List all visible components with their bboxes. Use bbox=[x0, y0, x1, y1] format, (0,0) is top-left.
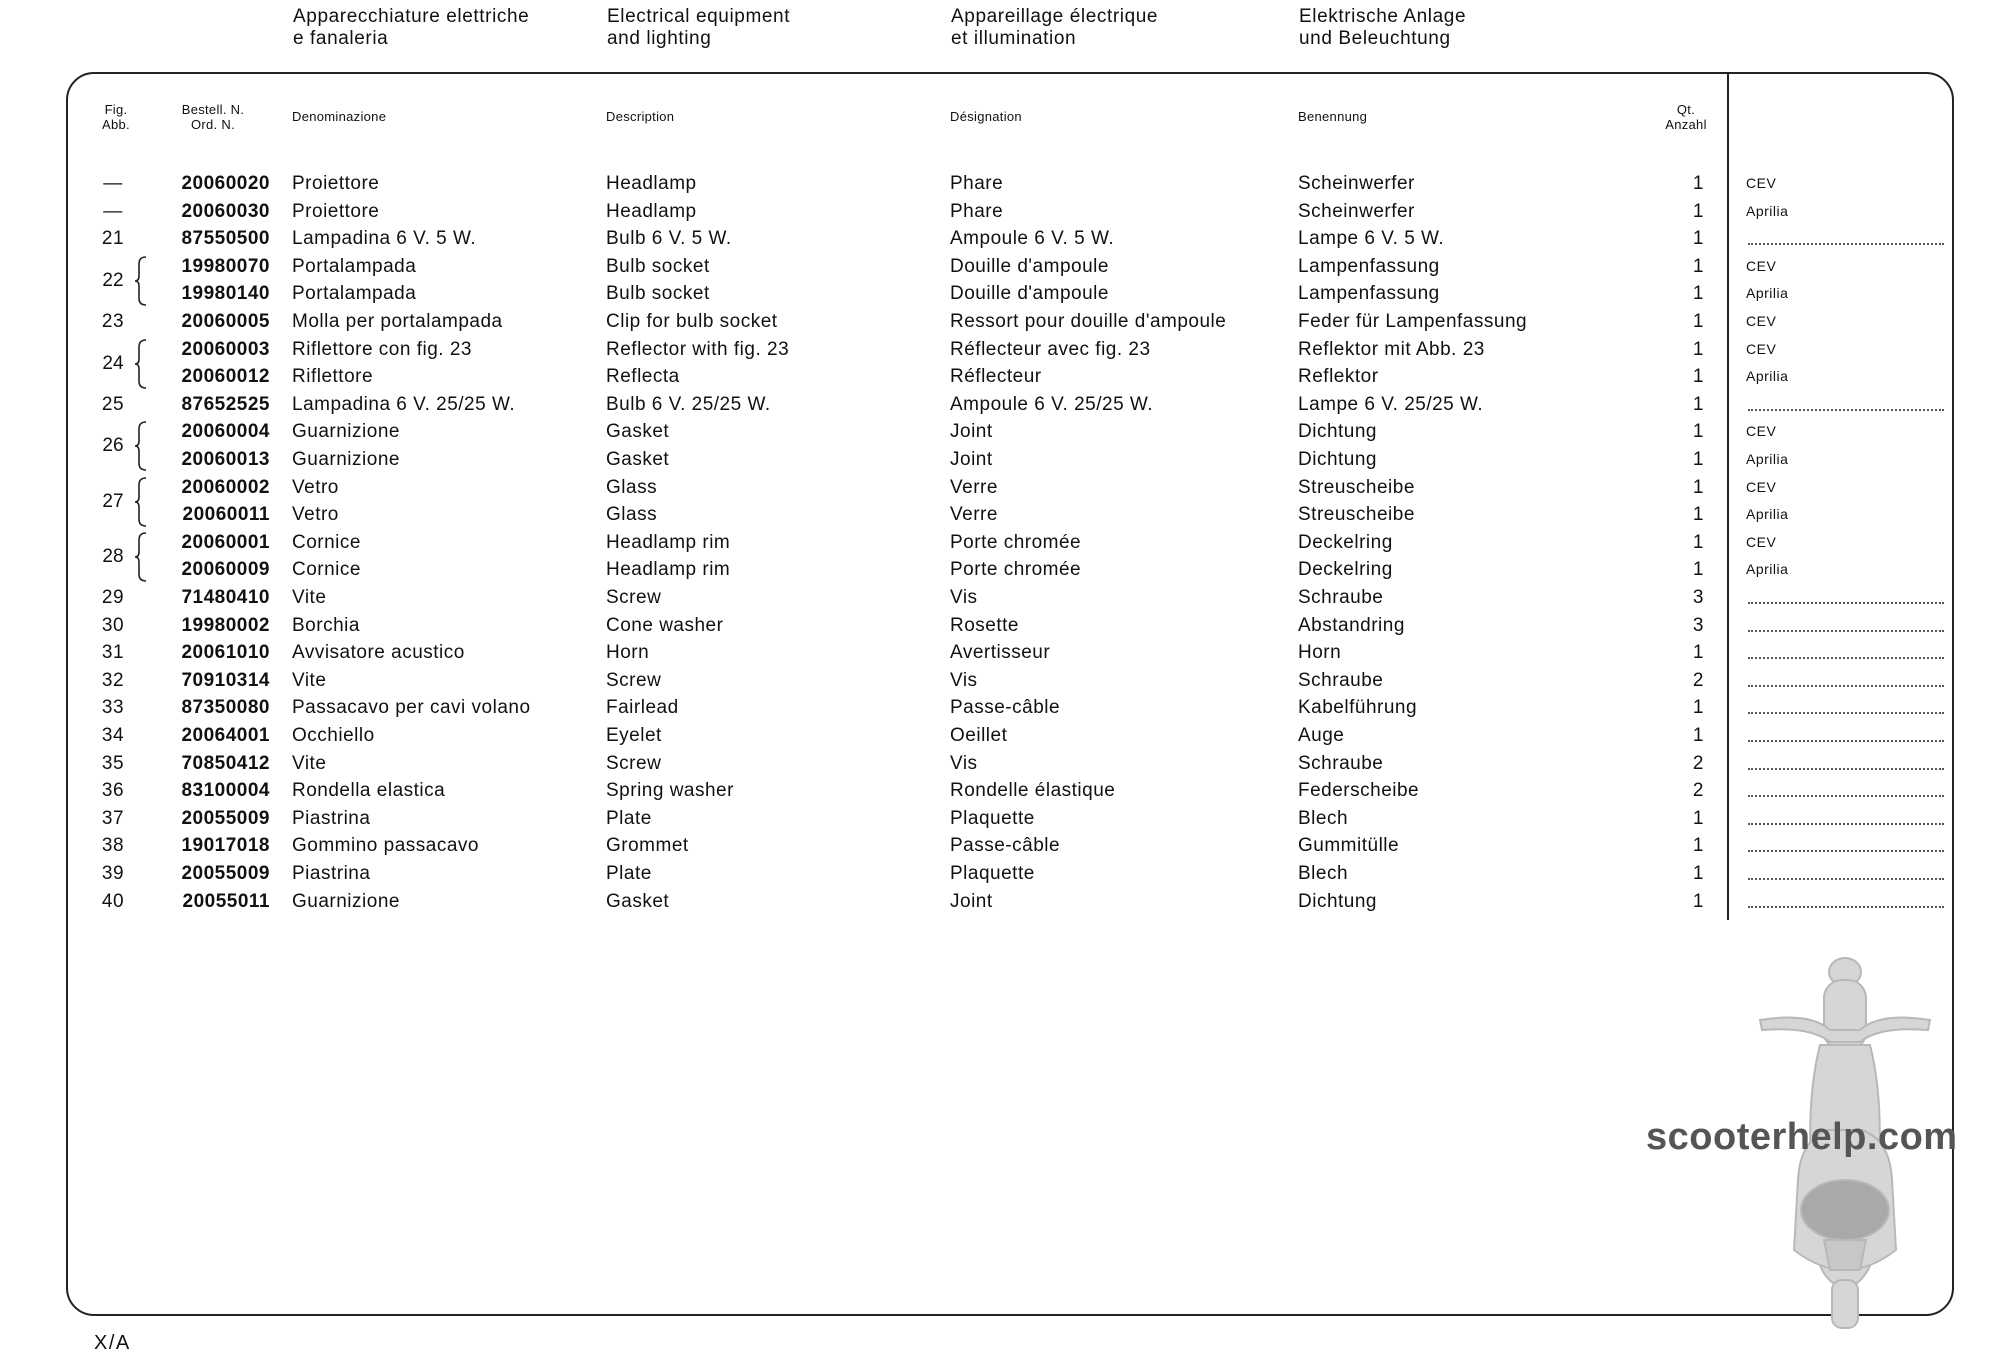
header-english: Description bbox=[606, 109, 675, 124]
description-german: Schraube bbox=[1298, 587, 1384, 608]
description-italian: Guarnizione bbox=[292, 890, 400, 912]
order-number: 70910314 bbox=[181, 669, 270, 691]
order-number: 20060004 bbox=[181, 421, 270, 443]
description-german: Lampe 6 V. 5 W. bbox=[1298, 228, 1445, 250]
fig-number: 29 bbox=[101, 587, 125, 608]
manufacturer-note: Aprilia bbox=[1746, 368, 1789, 385]
description-italian: Piastrina bbox=[292, 807, 371, 829]
table-row bbox=[0, 612, 2000, 640]
description-italian: Portalampada bbox=[292, 255, 417, 277]
description-german: Horn bbox=[1298, 642, 1342, 664]
quantity: 1 bbox=[1692, 338, 1704, 360]
order-number: 83100004 bbox=[181, 780, 270, 802]
fig-group-number: 28 bbox=[102, 545, 124, 567]
order-number: 20060020 bbox=[181, 173, 270, 194]
order-number: 20060030 bbox=[181, 200, 270, 222]
table-row bbox=[0, 170, 2000, 198]
brace-icon bbox=[134, 476, 148, 528]
description-italian: Lampadina 6 V. 5 W. bbox=[292, 228, 477, 250]
quantity: 1 bbox=[1692, 393, 1704, 415]
description-german: Scheinwerfer bbox=[1298, 173, 1415, 194]
quantity: 1 bbox=[1692, 642, 1704, 664]
manufacturer-note: CEV bbox=[1746, 257, 1777, 274]
dotted-leader bbox=[1748, 740, 1944, 742]
dotted-leader bbox=[1748, 712, 1944, 714]
description-english: Glass bbox=[606, 476, 658, 498]
description-italian: Guarnizione bbox=[292, 449, 400, 470]
description-italian: Riflettore bbox=[292, 366, 374, 388]
description-english: Headlamp bbox=[606, 200, 697, 222]
fig-number: 35 bbox=[101, 752, 125, 774]
fig-number: 34 bbox=[101, 725, 125, 746]
order-number: 20060012 bbox=[181, 366, 270, 388]
table-row bbox=[0, 253, 2000, 281]
order-number: 19980140 bbox=[181, 283, 270, 305]
dotted-leader bbox=[1748, 906, 1944, 908]
description-italian: Proiettore bbox=[292, 200, 380, 222]
table-row bbox=[0, 777, 2000, 805]
dotted-leader bbox=[1748, 243, 1944, 245]
description-english: Clip for bulb socket bbox=[606, 311, 778, 332]
description-german: Reflektor mit Abb. 23 bbox=[1298, 338, 1485, 360]
dotted-leader bbox=[1748, 602, 1944, 604]
description-english: Spring washer bbox=[606, 780, 734, 802]
description-italian: Piastrina bbox=[292, 863, 371, 884]
order-number: 20060003 bbox=[181, 338, 270, 360]
header-fig: Fig. Abb. bbox=[102, 102, 130, 132]
description-english: Bulb 6 V. 25/25 W. bbox=[606, 393, 771, 415]
description-english: Screw bbox=[606, 587, 662, 608]
header-french: Désignation bbox=[950, 109, 1022, 124]
quantity: 1 bbox=[1692, 255, 1704, 277]
description-german: Auge bbox=[1298, 725, 1345, 746]
order-number: 70850412 bbox=[181, 752, 270, 774]
manufacturer-note: CEV bbox=[1746, 423, 1777, 440]
description-french: Vis bbox=[950, 752, 978, 774]
table-row bbox=[0, 584, 2000, 612]
fig-number: 21 bbox=[101, 228, 125, 250]
header-ord: Bestell. N. Ord. N. bbox=[181, 102, 245, 132]
manufacturer-note: Aprilia bbox=[1746, 451, 1789, 467]
description-english: Plate bbox=[606, 863, 652, 884]
table-row bbox=[0, 446, 2000, 474]
description-french: Passe-câble bbox=[950, 697, 1061, 719]
description-english: Reflecta bbox=[606, 366, 680, 388]
manufacturer-note: CEV bbox=[1746, 533, 1777, 550]
description-english: Headlamp rim bbox=[606, 531, 731, 553]
order-number: 20055011 bbox=[182, 890, 270, 912]
table-row bbox=[0, 750, 2000, 778]
description-italian: Vetro bbox=[292, 476, 339, 498]
quantity: 1 bbox=[1692, 531, 1704, 553]
description-french: Verre bbox=[950, 504, 998, 526]
description-french: Joint bbox=[950, 890, 993, 912]
quantity: 1 bbox=[1692, 807, 1704, 829]
description-german: Lampenfassung bbox=[1298, 283, 1440, 305]
manufacturer-note: CEV bbox=[1746, 175, 1777, 191]
quantity: 1 bbox=[1692, 890, 1704, 912]
description-french: Réflecteur avec fig. 23 bbox=[950, 338, 1151, 360]
description-french: Oeillet bbox=[950, 725, 1008, 746]
table-row bbox=[0, 722, 2000, 750]
description-french: Porte chromée bbox=[950, 559, 1082, 581]
brace-icon bbox=[134, 531, 148, 583]
quantity: 1 bbox=[1692, 697, 1704, 719]
section-title-english: Electrical equipment and lighting bbox=[607, 6, 791, 49]
description-french: Ressort pour douille d'ampoule bbox=[950, 311, 1227, 332]
manufacturer-note: CEV bbox=[1746, 478, 1777, 495]
header-qty: Qt. Anzahl bbox=[1665, 102, 1707, 132]
description-english: Headlamp rim bbox=[606, 559, 731, 581]
fig-group-number: 24 bbox=[102, 352, 124, 374]
table-row bbox=[0, 336, 2000, 364]
order-number: 20060011 bbox=[182, 504, 270, 526]
description-german: Federscheibe bbox=[1298, 780, 1420, 802]
description-german: Dichtung bbox=[1298, 421, 1377, 443]
description-italian: Molla per portalampada bbox=[292, 311, 503, 332]
description-english: Gasket bbox=[606, 421, 670, 443]
dotted-leader bbox=[1748, 685, 1944, 687]
description-german: Scheinwerfer bbox=[1298, 200, 1415, 222]
quantity: 1 bbox=[1692, 228, 1704, 250]
fig-group bbox=[96, 336, 162, 391]
quantity: 1 bbox=[1692, 476, 1704, 498]
description-french: Rosette bbox=[950, 614, 1019, 636]
description-english: Horn bbox=[606, 642, 650, 664]
description-german: Feder für Lampenfassung bbox=[1298, 311, 1528, 332]
table-row bbox=[0, 308, 2000, 336]
fig-number: — bbox=[103, 200, 123, 222]
section-title-italian: Apparecchiature elettriche e fanaleria bbox=[293, 6, 530, 49]
description-italian: Riflettore con fig. 23 bbox=[292, 338, 472, 360]
description-german: Abstandring bbox=[1298, 614, 1405, 636]
table-row bbox=[0, 694, 2000, 722]
description-english: Bulb socket bbox=[606, 255, 710, 277]
order-number: 87652525 bbox=[181, 393, 270, 415]
description-french: Phare bbox=[950, 200, 1004, 222]
order-number: 20064001 bbox=[181, 725, 270, 746]
description-french: Phare bbox=[950, 173, 1004, 194]
dotted-leader bbox=[1748, 823, 1944, 825]
description-german: Kabelführung bbox=[1298, 697, 1418, 719]
table-row bbox=[0, 501, 2000, 529]
description-italian: Vetro bbox=[292, 504, 339, 526]
dotted-leader bbox=[1748, 657, 1944, 659]
description-german: Blech bbox=[1298, 863, 1349, 884]
description-french: Vis bbox=[950, 669, 978, 691]
description-french: Porte chromée bbox=[950, 531, 1082, 553]
description-french: Joint bbox=[950, 421, 993, 443]
dotted-leader bbox=[1748, 850, 1944, 852]
quantity: 3 bbox=[1692, 587, 1704, 608]
fig-group bbox=[96, 474, 162, 529]
description-italian: Portalampada bbox=[292, 283, 417, 305]
description-german: Dichtung bbox=[1298, 890, 1377, 912]
table-row bbox=[0, 280, 2000, 308]
brace-icon bbox=[134, 338, 148, 390]
fig-number: 25 bbox=[101, 393, 125, 415]
brace-icon bbox=[134, 420, 148, 472]
order-number: 87550500 bbox=[181, 228, 270, 250]
quantity: 2 bbox=[1692, 752, 1704, 774]
fig-number: 40 bbox=[101, 890, 125, 912]
fig-number: 36 bbox=[101, 780, 125, 802]
description-english: Screw bbox=[606, 669, 662, 691]
description-italian: Occhiello bbox=[292, 725, 375, 746]
description-german: Gummitülle bbox=[1298, 835, 1400, 857]
table-row bbox=[0, 225, 2000, 253]
description-italian: Vite bbox=[292, 669, 327, 691]
order-number: 20060002 bbox=[181, 476, 270, 498]
description-french: Douille d'ampoule bbox=[950, 283, 1109, 305]
order-number: 20060009 bbox=[181, 559, 270, 581]
fig-number: 32 bbox=[101, 669, 125, 691]
description-french: Ampoule 6 V. 25/25 W. bbox=[950, 393, 1154, 415]
description-german: Deckelring bbox=[1298, 531, 1393, 553]
description-english: Plate bbox=[606, 807, 652, 829]
manufacturer-note: Aprilia bbox=[1746, 506, 1789, 523]
quantity: 1 bbox=[1692, 200, 1704, 222]
quantity: 1 bbox=[1692, 311, 1704, 332]
description-french: Avertisseur bbox=[950, 642, 1051, 664]
brace-icon bbox=[134, 255, 148, 307]
description-italian: Cornice bbox=[292, 531, 361, 553]
manufacturer-note: Aprilia bbox=[1746, 202, 1789, 219]
fig-number: 30 bbox=[101, 614, 125, 636]
order-number: 19980002 bbox=[181, 614, 270, 636]
fig-number: 37 bbox=[101, 807, 125, 829]
description-german: Streuscheibe bbox=[1298, 504, 1415, 526]
fig-number: 23 bbox=[101, 311, 125, 332]
fig-number: 33 bbox=[101, 697, 125, 719]
description-italian: Proiettore bbox=[292, 173, 380, 194]
description-italian: Cornice bbox=[292, 559, 361, 581]
page-number: X/A bbox=[94, 1332, 131, 1354]
quantity: 1 bbox=[1692, 173, 1704, 194]
section-title-french: Appareillage électrique et illumination bbox=[951, 6, 1159, 49]
manufacturer-note: Aprilia bbox=[1746, 285, 1789, 302]
order-number: 20061010 bbox=[181, 642, 270, 664]
description-german: Schraube bbox=[1298, 752, 1384, 774]
dotted-leader bbox=[1748, 409, 1944, 411]
quantity: 2 bbox=[1692, 669, 1704, 691]
order-number: 20060013 bbox=[181, 449, 270, 470]
description-german: Dichtung bbox=[1298, 449, 1377, 470]
quantity: 1 bbox=[1692, 504, 1704, 526]
description-italian: Avvisatore acustico bbox=[292, 642, 465, 664]
section-title-german: Elektrische Anlage und Beleuchtung bbox=[1299, 6, 1467, 49]
description-italian: Lampadina 6 V. 25/25 W. bbox=[292, 393, 516, 415]
quantity: 2 bbox=[1692, 780, 1704, 802]
description-german: Blech bbox=[1298, 807, 1349, 829]
table-row bbox=[0, 418, 2000, 446]
description-french: Réflecteur bbox=[950, 366, 1042, 388]
table-row bbox=[0, 832, 2000, 860]
quantity: 1 bbox=[1692, 725, 1704, 746]
description-french: Joint bbox=[950, 449, 993, 470]
order-number: 20060005 bbox=[181, 311, 270, 332]
order-number: 20060001 bbox=[181, 531, 270, 553]
table-row bbox=[0, 888, 2000, 916]
description-english: Gasket bbox=[606, 890, 670, 912]
description-english: Reflector with fig. 23 bbox=[606, 338, 790, 360]
quantity: 1 bbox=[1692, 863, 1704, 884]
description-italian: Vite bbox=[292, 752, 327, 774]
description-italian: Vite bbox=[292, 587, 327, 608]
manufacturer-note: Aprilia bbox=[1746, 561, 1789, 578]
description-french: Douille d'ampoule bbox=[950, 255, 1109, 277]
fig-number: 39 bbox=[101, 863, 125, 884]
dotted-leader bbox=[1748, 795, 1944, 797]
dotted-leader bbox=[1748, 630, 1944, 632]
fig-group-number: 26 bbox=[102, 435, 124, 457]
description-french: Passe-câble bbox=[950, 835, 1061, 857]
watermark: scooterhelp.com bbox=[1646, 1116, 1958, 1158]
quantity: 1 bbox=[1692, 421, 1704, 443]
order-number: 20055009 bbox=[181, 863, 270, 884]
manufacturer-note: CEV bbox=[1746, 340, 1777, 357]
description-italian: Guarnizione bbox=[292, 421, 400, 443]
description-german: Streuscheibe bbox=[1298, 476, 1415, 498]
description-italian: Rondella elastica bbox=[292, 780, 446, 802]
fig-group-number: 27 bbox=[102, 490, 124, 512]
fig-group-number: 22 bbox=[102, 269, 124, 291]
table-row bbox=[0, 667, 2000, 695]
quantity: 1 bbox=[1692, 449, 1704, 470]
description-french: Plaquette bbox=[950, 863, 1035, 884]
quantity: 3 bbox=[1692, 614, 1704, 636]
description-french: Plaquette bbox=[950, 807, 1035, 829]
table-row bbox=[0, 363, 2000, 391]
description-english: Headlamp bbox=[606, 173, 697, 194]
description-italian: Passacavo per cavi volano bbox=[292, 697, 531, 719]
description-english: Bulb 6 V. 5 W. bbox=[606, 228, 732, 250]
description-german: Lampenfassung bbox=[1298, 255, 1440, 277]
fig-group bbox=[96, 418, 162, 473]
quantity: 1 bbox=[1692, 835, 1704, 857]
order-number: 19980070 bbox=[181, 255, 270, 277]
section-titles bbox=[0, 6, 2000, 56]
description-french: Rondelle élastique bbox=[950, 780, 1116, 802]
description-english: Bulb socket bbox=[606, 283, 710, 305]
table-row bbox=[0, 860, 2000, 888]
description-german: Lampe 6 V. 25/25 W. bbox=[1298, 393, 1484, 415]
table-row bbox=[0, 556, 2000, 584]
quantity: 1 bbox=[1692, 366, 1704, 388]
description-italian: Gommino passacavo bbox=[292, 835, 479, 857]
quantity: 1 bbox=[1692, 559, 1704, 581]
dotted-leader bbox=[1748, 768, 1944, 770]
order-number: 20055009 bbox=[181, 807, 270, 829]
fig-number: 38 bbox=[101, 835, 125, 857]
description-german: Reflektor bbox=[1298, 366, 1379, 388]
table-row bbox=[0, 198, 2000, 226]
table-row bbox=[0, 474, 2000, 502]
quantity: 1 bbox=[1692, 283, 1704, 305]
description-french: Verre bbox=[950, 476, 998, 498]
description-german: Deckelring bbox=[1298, 559, 1393, 581]
fig-number: — bbox=[103, 173, 123, 194]
table-row bbox=[0, 391, 2000, 419]
fig-group bbox=[96, 253, 162, 308]
fig-number: 31 bbox=[101, 642, 125, 664]
description-italian: Borchia bbox=[292, 614, 360, 636]
description-french: Vis bbox=[950, 587, 978, 608]
description-english: Glass bbox=[606, 504, 658, 526]
order-number: 87350080 bbox=[181, 697, 270, 719]
description-english: Cone washer bbox=[606, 614, 724, 636]
order-number: 71480410 bbox=[181, 587, 270, 608]
table-row bbox=[0, 529, 2000, 557]
description-english: Grommet bbox=[606, 835, 689, 857]
description-german: Schraube bbox=[1298, 669, 1384, 691]
description-english: Gasket bbox=[606, 449, 670, 470]
description-french: Ampoule 6 V. 5 W. bbox=[950, 228, 1115, 250]
order-number: 19017018 bbox=[181, 835, 270, 857]
table-row bbox=[0, 639, 2000, 667]
description-english: Fairlead bbox=[606, 697, 679, 719]
dotted-leader bbox=[1748, 878, 1944, 880]
header-german: Benennung bbox=[1298, 109, 1368, 124]
fig-group bbox=[96, 529, 162, 584]
table-row bbox=[0, 805, 2000, 833]
description-english: Screw bbox=[606, 752, 662, 774]
header-italian: Denominazione bbox=[292, 109, 387, 124]
description-english: Eyelet bbox=[606, 725, 662, 746]
manufacturer-note: CEV bbox=[1746, 313, 1777, 329]
